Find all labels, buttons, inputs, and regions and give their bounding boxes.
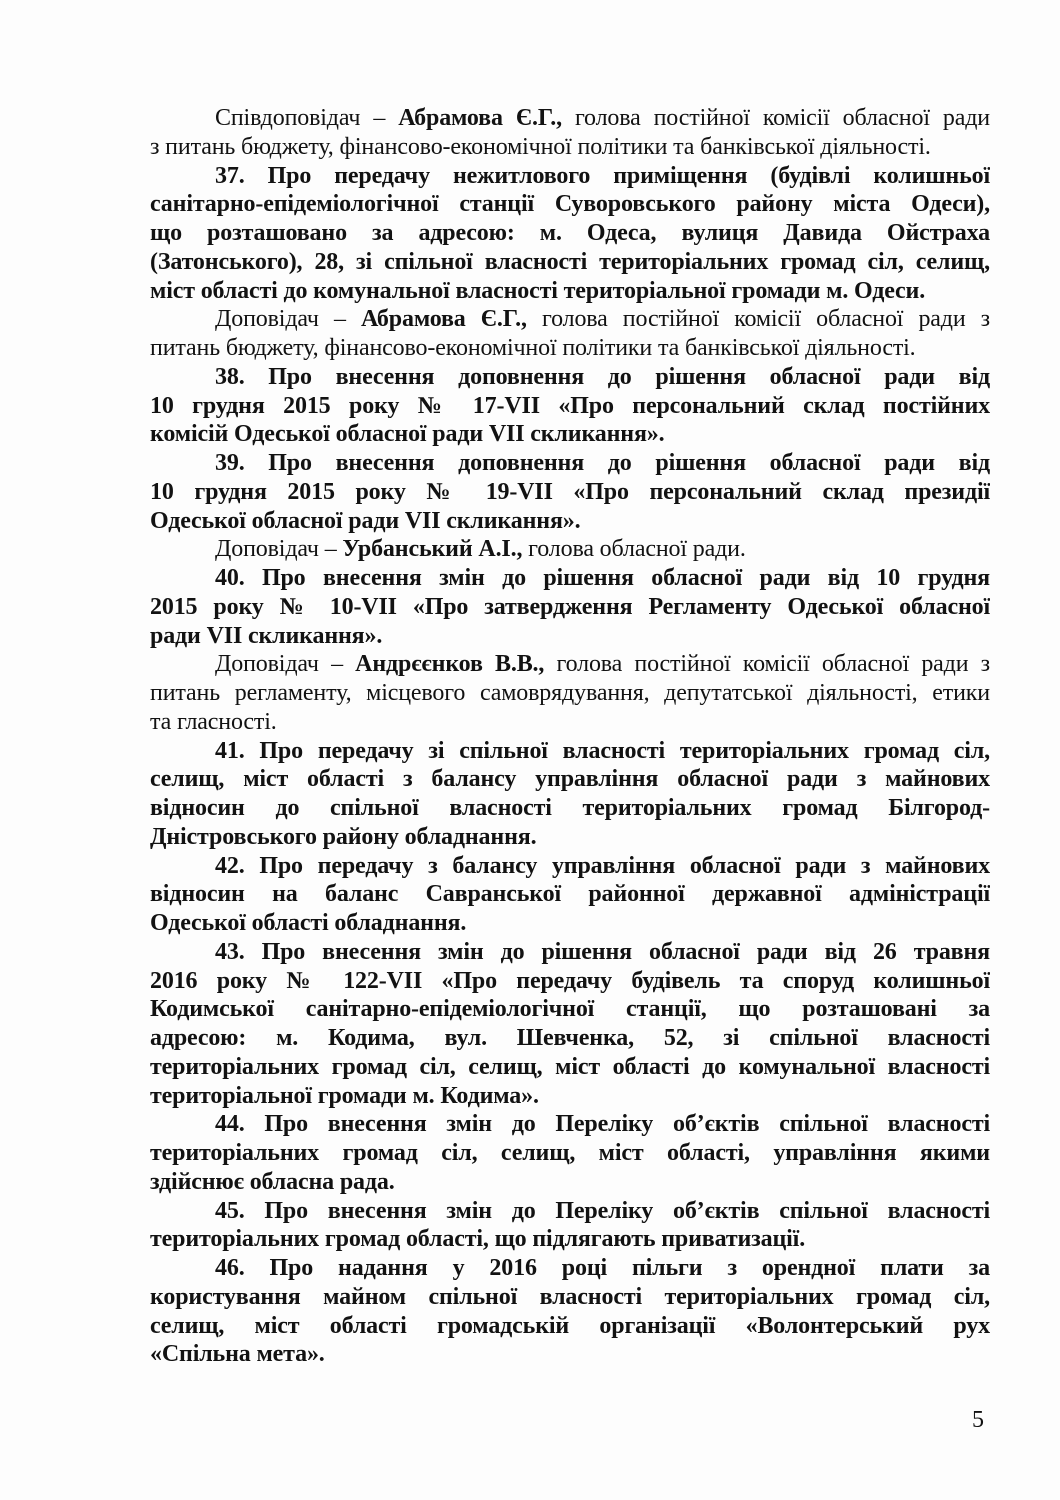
agenda-item-39-line-3: Одеської обласної ради VII скликання». — [150, 507, 581, 534]
agenda-item-42 — [150, 852, 990, 938]
speaker-andreienkov-paragraph-line-1: Доповідач – Андрєєнков В.В., голова постійної комісії обласної ради з — [215, 651, 990, 678]
agenda-item-38-line-1: 38. Про внесення доповнення до рішення обласної ради від — [215, 363, 990, 390]
agenda-item-46 — [150, 1254, 990, 1369]
agenda-item-38 — [150, 363, 990, 449]
agenda-item-44-line-1: 44. Про внесення змін до Переліку об’єктів спільної власності — [215, 1111, 990, 1138]
agenda-item-44 — [150, 1110, 990, 1196]
agenda-item-37-line-1: 37. Про передачу нежитлового приміщення (будівлі колишньої — [215, 162, 990, 189]
speaker-andreienkov-paragraph — [150, 650, 990, 736]
agenda-item-42-line-3: Одеської області обладнання. — [150, 910, 467, 936]
document-body — [150, 104, 990, 1369]
agenda-item-46-line-4: «Спільна мета». — [150, 1341, 325, 1368]
agenda-item-43-line-2: 2016 року № 122-VII «Про передачу будівель та споруд колишньої — [150, 967, 990, 994]
agenda-item-45 — [150, 1197, 990, 1255]
speaker-andreienkov-paragraph-line-2: питань регламенту, місцевого самоврядування, депутатської діяльності, етики — [150, 680, 990, 706]
agenda-item-38-line-3: комісій Одеської обласної ради VII скликання». — [150, 421, 665, 448]
cospeaker-abramova-paragraph — [150, 104, 990, 162]
agenda-item-46-line-3: селищ, міст області громадській організації «Волонтерський рух — [150, 1312, 990, 1339]
agenda-item-40 — [150, 564, 990, 650]
agenda-item-37-line-5: міст області до комунальної власності територіальної громади м. Одеси. — [150, 277, 926, 304]
agenda-item-37-line-2: санітарно-епідеміологічної станції Суворовського району міста Одеси), — [150, 191, 990, 218]
cospeaker-abramova-paragraph-line-2: з питань бюджету, фінансово-економічної політики та банківської діяльності. — [150, 133, 931, 160]
agenda-item-42-line-2: відносин на баланс Савранської районної державної адміністрації — [150, 881, 990, 908]
agenda-item-44-line-3: здійснює обласна рада. — [150, 1168, 395, 1195]
agenda-item-43-line-6: територіальної громади м. Кодима». — [150, 1082, 539, 1109]
agenda-item-45-line-1: 45. Про внесення змін до Переліку об’єктів спільної власності — [215, 1197, 990, 1224]
agenda-item-41-line-3: відносин до спільної власності територіальних громад Білгород- — [150, 795, 990, 821]
speaker-abramova-paragraph-line-2: питань бюджету, фінансово-економічної політики та банківської діяльності. — [150, 335, 916, 361]
agenda-item-45-line-2: територіальних громад області, що підлягають приватизації. — [150, 1226, 806, 1253]
agenda-item-37-line-4: (Затонського), 28, зі спільної власності територіальних громад сіл, селищ, — [150, 248, 990, 275]
speaker-abramova-paragraph-line-1: Доповідач – Абрамова Є.Г., голова постійної комісії обласної ради з — [215, 306, 990, 333]
agenda-item-44-line-2: територіальних громад сіл, селищ, міст області, управління якими — [150, 1140, 990, 1166]
agenda-item-39-line-1: 39. Про внесення доповнення до рішення обласної ради від — [215, 450, 990, 476]
agenda-item-46-line-1: 46. Про надання у 2016 році пільги з орендної плати за — [215, 1255, 990, 1281]
cospeaker-abramova-paragraph-line-1: Співдоповідач – Абрамова Є.Г., голова постійної комісії обласної ради — [215, 105, 990, 131]
agenda-item-38-line-2: 10 грудня 2015 року № 17-VII «Про персональний склад постійних — [150, 392, 990, 419]
agenda-item-43 — [150, 938, 990, 1111]
agenda-item-37-line-3: що розташовано за адресою: м. Одеса, вулиця Давида Ойстраха — [150, 220, 990, 246]
agenda-item-41-line-1: 41. Про передачу зі спільної власності територіальних громад сіл, — [215, 737, 990, 764]
agenda-item-41 — [150, 737, 990, 852]
agenda-item-37 — [150, 162, 990, 306]
agenda-item-43-line-1: 43. Про внесення змін до рішення обласної ради від 26 травня — [215, 938, 990, 965]
agenda-item-39-line-2: 10 грудня 2015 року № 19-VII «Про персональний склад президії — [150, 478, 990, 505]
agenda-item-39 — [150, 449, 990, 535]
speaker-andreienkov-paragraph-line-3: та гласності. — [150, 708, 277, 735]
agenda-item-40-line-2: 2015 року № 10-VII «Про затвердження Регламенту Одеської обласної — [150, 593, 990, 620]
page-number: 5 — [972, 1407, 984, 1433]
speaker-urbanskyi-paragraph-line-1: Доповідач – Урбанський А.І., голова обласної ради. — [215, 536, 746, 563]
agenda-item-43-line-4: адресою: м. Кодима, вул. Шевченка, 52, зі спільної власності — [150, 1025, 990, 1051]
agenda-item-43-line-5: територіальних громад сіл, селищ, міст області до комунальної власності — [150, 1053, 990, 1080]
speaker-abramova-paragraph — [150, 305, 990, 363]
agenda-item-43-line-3: Кодимської санітарно-епідеміологічної станції, що розташовані за — [150, 996, 990, 1023]
agenda-item-40-line-3: ради VII скликання». — [150, 622, 383, 649]
agenda-item-42-line-1: 42. Про передачу з балансу управління обласної ради з майнових — [215, 852, 990, 879]
agenda-item-40-line-1: 40. Про внесення змін до рішення обласної ради від 10 грудня — [215, 565, 990, 591]
agenda-item-46-line-2: користування майном спільної власності територіальних громад сіл, — [150, 1283, 990, 1310]
speaker-urbanskyi-paragraph — [150, 535, 990, 564]
agenda-item-41-line-2: селищ, міст області з балансу управління обласної ради з майнових — [150, 766, 990, 793]
agenda-item-41-line-4: Дністровського району обладнання. — [150, 823, 537, 850]
